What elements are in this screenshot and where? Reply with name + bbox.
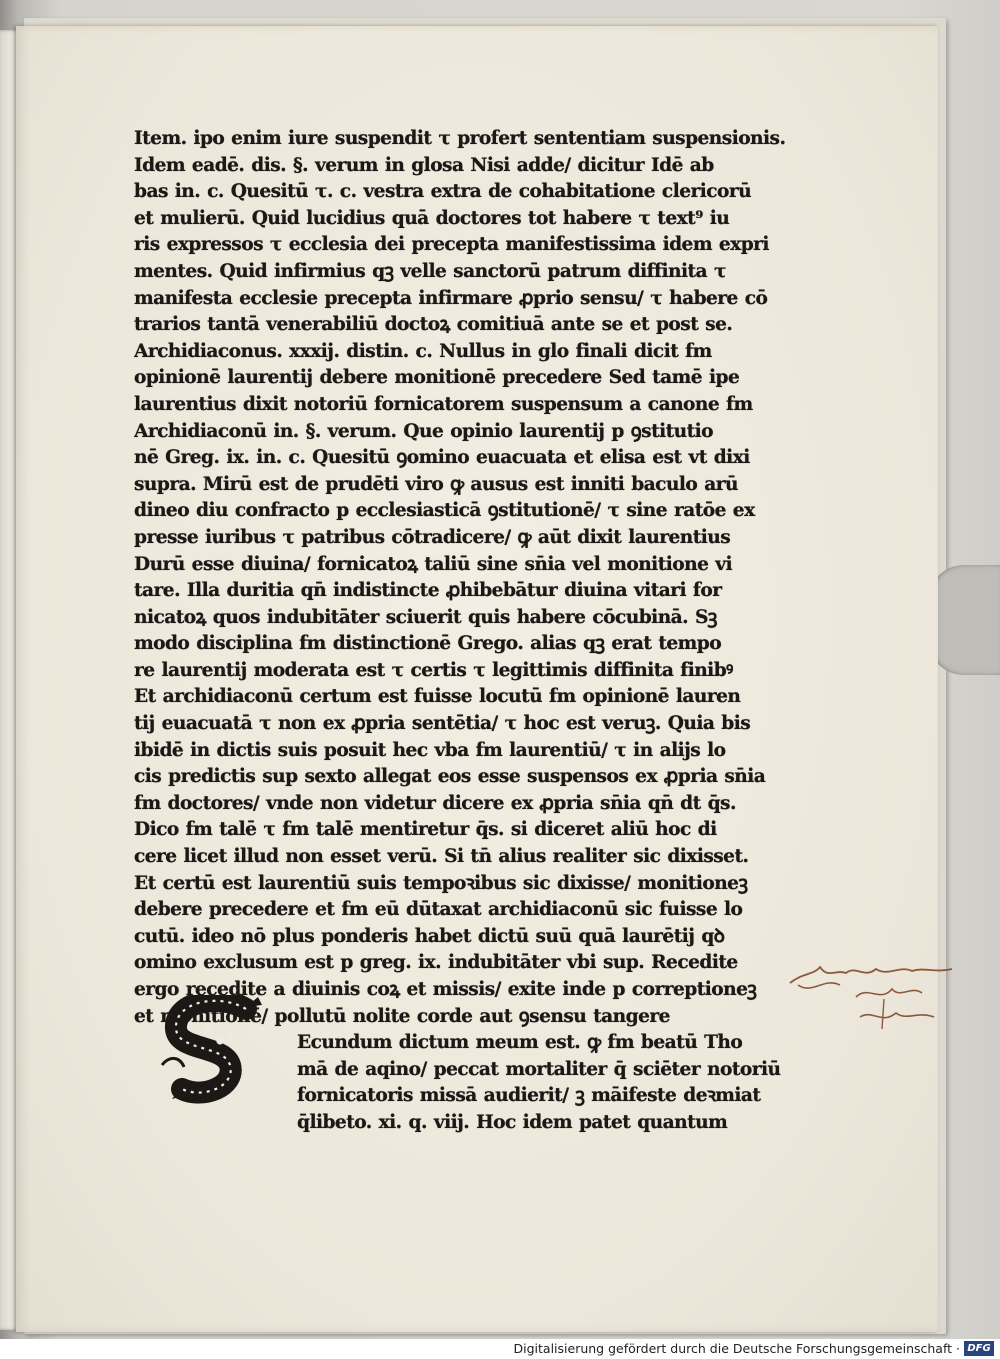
- text-line: Idem eadē. dis. §. verum in glosa Nisi adde/ dicitur Idē ab: [134, 154, 714, 176]
- text-line: debere precedere et fm eū dūtaxat archidiaconū sic fuisse lo: [134, 899, 743, 921]
- text-line-indented: fornicatoris missā audierit/ ꝫ māifeste deꝛmiat: [297, 1085, 761, 1107]
- text-line: presse iuribus τ patribus cōtradicere/ ꝙ aūt dixit laurentius: [134, 526, 731, 548]
- text-line: fm doctores/ vnde non videtur dicere ex ꝓpria sn̄ia qn̄ dt q̄s.: [134, 792, 736, 814]
- text-line: Et archidiaconū certum est fuisse locutū fm opinionē lauren: [134, 686, 741, 708]
- text-line: opinionē laurentij debere monitionē precedere Sed tamē ipe: [134, 367, 740, 389]
- text-line: manifesta ecclesie precepta infirmare ꝓprio sensu/ τ habere cō: [134, 287, 768, 309]
- text-line-indented: Ecundum dictum meum est. ꝙ fm beatū Tho: [297, 1032, 743, 1054]
- decorated-initial-s: [160, 995, 278, 1107]
- handwritten-marginal-note: [784, 955, 964, 1050]
- text-line: bas in. c. Quesitū τ. c. vestra extra de cohabitatione clericorū: [134, 181, 752, 203]
- text-line: ergo recedite a diuinis coꝝ et missis/ exite inde p correptioneꝫ: [134, 979, 757, 1000]
- text-line: modo disciplina fm distinctionē Grego. alias qꝫ erat tempo: [134, 633, 722, 655]
- funding-credit: Digitalisierung gefördert durch die Deutsche Forschungsgemeinschaft ·: [513, 1341, 960, 1356]
- text-line: trarios tantā venerabiliū doctoꝝ comitiuā ante se et post se.: [134, 314, 733, 336]
- text-line: Item. ipo enim iure suspendit τ profert sententiam suspensionis.: [134, 128, 786, 149]
- text-line: Et certū est laurentiū suis tempoꝛibus sic dixisse/ monitioneꝫ: [134, 872, 748, 894]
- book-clasp: [928, 565, 1000, 675]
- text-line: cis predictis sup sexto allegat eos esse suspensos ex ꝓpria sn̄ia: [134, 766, 766, 788]
- text-line: omino exclusum est p greg. ix. indubitāter vbi sup. Recedite: [134, 952, 738, 974]
- text-line: nē Greg. ix. in. c. Quesitū ꝯomino euacuata et elisa est vt dixi: [134, 447, 750, 469]
- text-line: cutū. ideo nō plus ponderis habet dictū suū quā laurētij qꝺ: [134, 925, 725, 947]
- dfg-logo: DFG: [964, 1341, 994, 1356]
- text-line-indented: q̄libeto. xi. q. viij. Hoc idem patet quantum: [297, 1111, 728, 1133]
- text-line: nicatoꝝ quos indubitāter sciuerit quis habere cōcubinā. Sꝫ: [134, 606, 717, 628]
- text-line: re laurentij moderata est τ certis τ legittimis diffinita finibꝰ: [134, 659, 733, 681]
- text-line: et mulierū. Quid lucidius quā doctores tot habere τ text⁹ iu: [134, 207, 730, 229]
- text-line: tij euacuatā τ non ex ꝓpria sentētia/ τ hoc est veruꝫ. Quia bis: [134, 713, 751, 735]
- text-line-indented: mā de aqino/ peccat mortaliter q̄ sciēter notoriū: [297, 1058, 781, 1080]
- text-line: Archidiaconus. xxxij. distin. c. Nullus in glo finali dicit fm: [134, 340, 712, 362]
- text-line: ibidē in dictis suis posuit hec vba fm laurentiū/ τ in alijs lo: [134, 739, 726, 761]
- text-line: mentes. Quid infirmius qꝫ velle sanctorū patrum diffinita τ: [134, 260, 726, 282]
- text-line: supra. Mirū est de prudēti viro ꝙ ausus est inniti baculo arū: [134, 473, 738, 495]
- text-line: Dico fm talē τ fm talē mentiretur q̄s. si diceret aliū hoc di: [134, 819, 717, 841]
- text-line: et monitionē/ pollutū nolite corde aut ꝯsensu tangere: [134, 1005, 670, 1027]
- printed-text-block: [134, 126, 794, 1137]
- text-line: laurentius dixit notoriū fornicatorem suspensum a canone fm: [134, 393, 753, 415]
- text-line: Archidiaconū in. §. verum. Que opinio laurentij p ꝯstitutio: [134, 420, 714, 442]
- text-line: tare. Illa duritia qn̄ indistincte ꝓhibebātur diuina vitari for: [134, 580, 722, 602]
- text-line: Durū esse diuina/ fornicatoꝝ taliū sine sn̄ia vel monitione vi: [134, 553, 733, 575]
- text-line: dineo diu confracto p ecclesiasticā ꝯstitutionē/ τ sine ratōe ex: [134, 500, 755, 522]
- text-line: cere licet illud non esset verū. Si tn̄ alius realiter sic dixisset.: [134, 846, 749, 868]
- text-line: ris expressos τ ecclesia dei precepta manifestissima idem expri: [134, 234, 769, 256]
